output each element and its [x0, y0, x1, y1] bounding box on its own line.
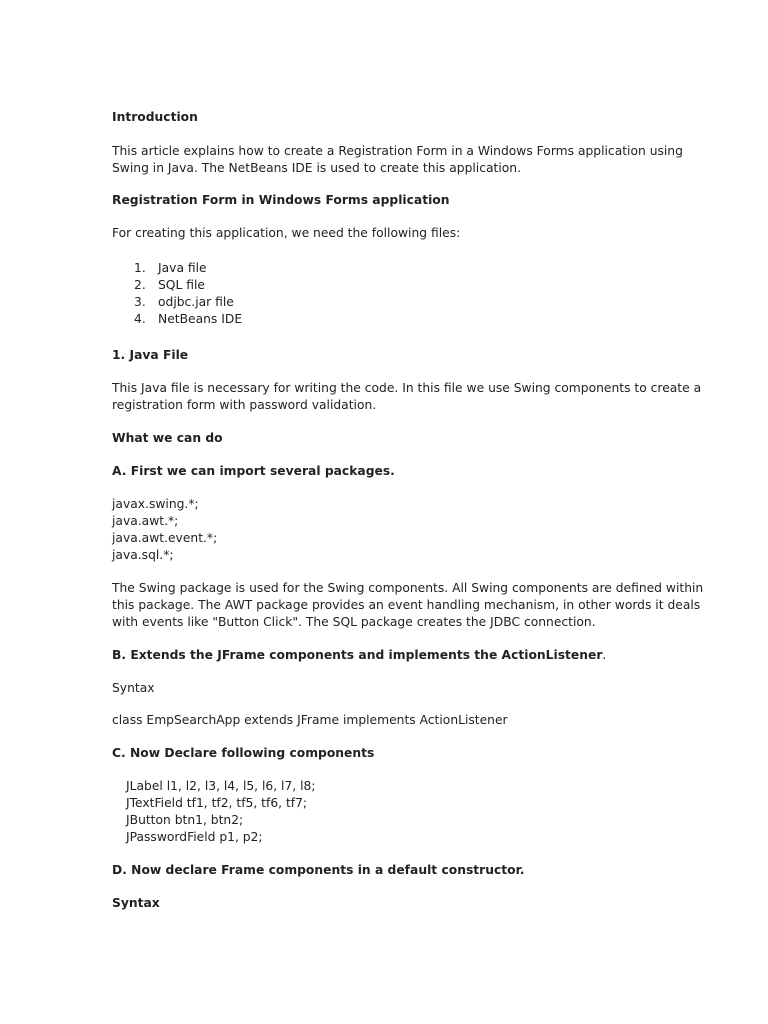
code-line: JLabel l1, l2, l3, l4, l5, l6, l7, l8;: [126, 779, 316, 793]
swing-line-1: The Swing package is used for the Swing components. All Swing components are defined within: [112, 581, 704, 595]
java-line-1: This Java file is necessary for writing the code. In this file we use Swing components to create a: [112, 381, 702, 395]
swing-line-3: with events like "Button Click". The SQL package creates the JDBC connection.: [112, 615, 596, 629]
registration-heading: Registration Form in Windows Forms application: [112, 193, 450, 207]
syntax-label: Syntax: [112, 681, 155, 695]
what-we-can-do-heading: What we can do: [112, 431, 223, 445]
section-a-heading: A. First we can import several packages.: [112, 464, 395, 478]
files-list: [112, 260, 242, 328]
java-line-2: registration form with password validation.: [112, 398, 377, 412]
syntax-heading: Syntax: [112, 896, 160, 910]
code-line: javax.swing.*;: [112, 497, 199, 511]
code-line: java.awt.event.*;: [112, 531, 218, 545]
imports-code-block: [112, 496, 217, 564]
section-d-heading: D. Now declare Frame components in a default constructor.: [112, 863, 525, 877]
class-declaration-line: class EmpSearchApp extends JFrame implements ActionListener: [112, 713, 508, 727]
intro-line-1: This article explains how to create a Registration Form in a Windows Forms application using: [112, 144, 683, 158]
intro-paragraph: [112, 143, 683, 177]
section-b-text: B. Extends the JFrame components and implements the ActionListener: [112, 648, 603, 662]
java-file-heading: 1. Java File: [112, 348, 189, 362]
section-b-period: .: [602, 648, 607, 662]
code-line: java.awt.*;: [112, 514, 179, 528]
declarations-code-block: [112, 778, 316, 846]
intro-line-2: Swing in Java. The NetBeans IDE is used to create this application.: [112, 161, 521, 175]
list-item: 2. SQL file: [134, 278, 205, 292]
swing-line-2: this package. The AWT package provides an event handling mechanism, in other words it deals: [112, 598, 701, 612]
code-line: JPasswordField p1, p2;: [126, 830, 263, 844]
intro-heading: Introduction: [112, 110, 198, 124]
code-line: JButton btn1, btn2;: [126, 813, 244, 827]
code-line: java.sql.*;: [112, 548, 174, 562]
java-file-paragraph: [112, 380, 701, 414]
section-c-heading: C. Now Declare following components: [112, 746, 375, 760]
list-item: 3. odjbc.jar file: [134, 295, 234, 309]
swing-paragraph: [112, 580, 703, 631]
section-b-heading: [112, 647, 606, 664]
list-item: 1. Java file: [134, 261, 207, 275]
code-line: JTextField tf1, tf2, tf5, tf6, tf7;: [126, 796, 308, 810]
list-item: 4. NetBeans IDE: [134, 312, 243, 326]
files-intro-text: For creating this application, we need the following files:: [112, 226, 461, 240]
